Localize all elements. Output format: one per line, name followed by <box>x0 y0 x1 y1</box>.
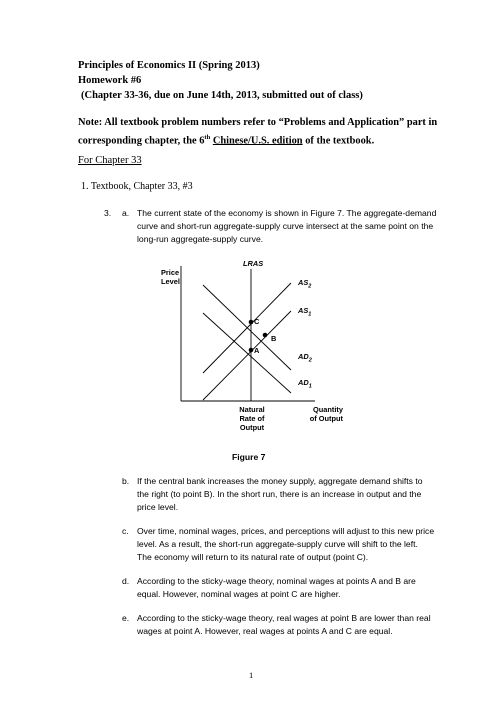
natural-line3: Output <box>239 423 265 432</box>
part-d-line-1: According to the sticky-wage theory, nominal wages at points A and B are <box>137 576 416 586</box>
quantity-line2: of Output <box>309 414 343 423</box>
chapters-due: (Chapter 33-36, due on June 14th, 2013, submitted out of class) <box>81 90 363 101</box>
quantity-line1: Quantity <box>313 405 343 414</box>
note-edition: Chinese/U.S. edition <box>212 135 303 147</box>
as1-text: AS <box>298 306 309 315</box>
part-c-line-1: Over time, nominal wages, prices, and perceptions will adjust to this new price <box>137 526 435 536</box>
part-e-line-1: According to the sticky-wage theory, real wages at point B are lower than real <box>137 613 431 623</box>
natural-line1: Natural <box>239 405 265 414</box>
point-b-label: B <box>271 334 277 343</box>
part-d-label: d. <box>122 576 130 586</box>
ad1-text: AD <box>298 378 309 387</box>
part-b-label: b. <box>122 476 130 486</box>
ad2-label <box>298 352 312 363</box>
as2-sub: 2 <box>308 283 312 290</box>
natural-line2: Rate of <box>239 414 265 423</box>
part-a-line-2: curve and short-run aggregate-supply curve intersect at the same point on the <box>137 221 434 231</box>
ad2-curve <box>203 285 291 370</box>
part-e-line-2: wages at point A. However, real wages at points A and C are equal. <box>137 626 393 636</box>
note-line-1 <box>78 115 438 130</box>
point-c-marker <box>249 320 254 325</box>
ad1-curve <box>203 313 291 393</box>
section-heading: For Chapter 33 <box>78 155 142 166</box>
price-label-line1: Price <box>161 268 180 277</box>
item-1: 1. Textbook, Chapter 33, #3 <box>81 181 193 192</box>
page-number: 1 <box>249 670 254 680</box>
ad2-sub: 2 <box>308 357 312 364</box>
note-prefix: Note: <box>78 117 103 128</box>
part-d-line-2: equal. However, nominal wages at point C are higher. <box>137 589 341 599</box>
note-line-2 <box>78 130 374 148</box>
part-c-line-3: The economy will return to its natural rate of output (point C). <box>137 552 369 562</box>
problem-number: 3. <box>104 208 112 218</box>
natural-rate-label <box>237 405 267 432</box>
part-e-label: e. <box>122 613 130 623</box>
price-label-line2: Level <box>161 277 180 286</box>
part-c-label: c. <box>122 526 129 536</box>
as1-label <box>298 306 311 317</box>
part-a-line-1: The current state of the economy is shown in Figure 7. The aggregate-demand <box>137 208 437 218</box>
homework-number: Homework #6 <box>78 75 142 86</box>
point-a-marker <box>249 348 254 353</box>
note-line2-a: corresponding chapter, the 6 <box>78 135 205 147</box>
part-b-line-3: price level. <box>137 502 179 512</box>
point-b-marker <box>263 333 268 338</box>
ad2-text: AD <box>298 352 309 361</box>
ad1-label <box>298 378 312 389</box>
part-a-label: a. <box>122 208 130 218</box>
point-a-label: A <box>254 346 260 355</box>
figure-caption: Figure 7 <box>232 452 266 462</box>
price-level-label <box>161 268 180 286</box>
note-line2-sup: th <box>204 134 211 141</box>
as2-text: AS <box>298 278 309 287</box>
part-b-line-1: If the central bank increases the money supply, aggregate demand shifts to <box>137 476 423 486</box>
doc-title: Principles of Economics II (Spring 2013) <box>78 60 260 71</box>
part-c-line-2: level. As a result, the short-run aggregate-supply curve will shift to the left. <box>137 539 418 549</box>
as1-sub: 1 <box>308 311 312 318</box>
ad1-sub: 1 <box>308 383 312 390</box>
part-a-line-3: long-run aggregate-supply curve. <box>137 234 264 244</box>
note-line1-text: All textbook problem numbers refer to “Problems and Application” part in <box>104 117 438 128</box>
quantity-label <box>300 405 343 423</box>
part-b-line-2: the right (to point B). In the short run, there is an increase in output and the <box>137 489 422 499</box>
point-c-label: C <box>254 317 260 326</box>
lras-label: LRAS <box>243 259 264 268</box>
as1-curve <box>203 311 291 400</box>
as2-label <box>298 278 311 289</box>
note-line2-c: of the textbook. <box>305 135 375 147</box>
